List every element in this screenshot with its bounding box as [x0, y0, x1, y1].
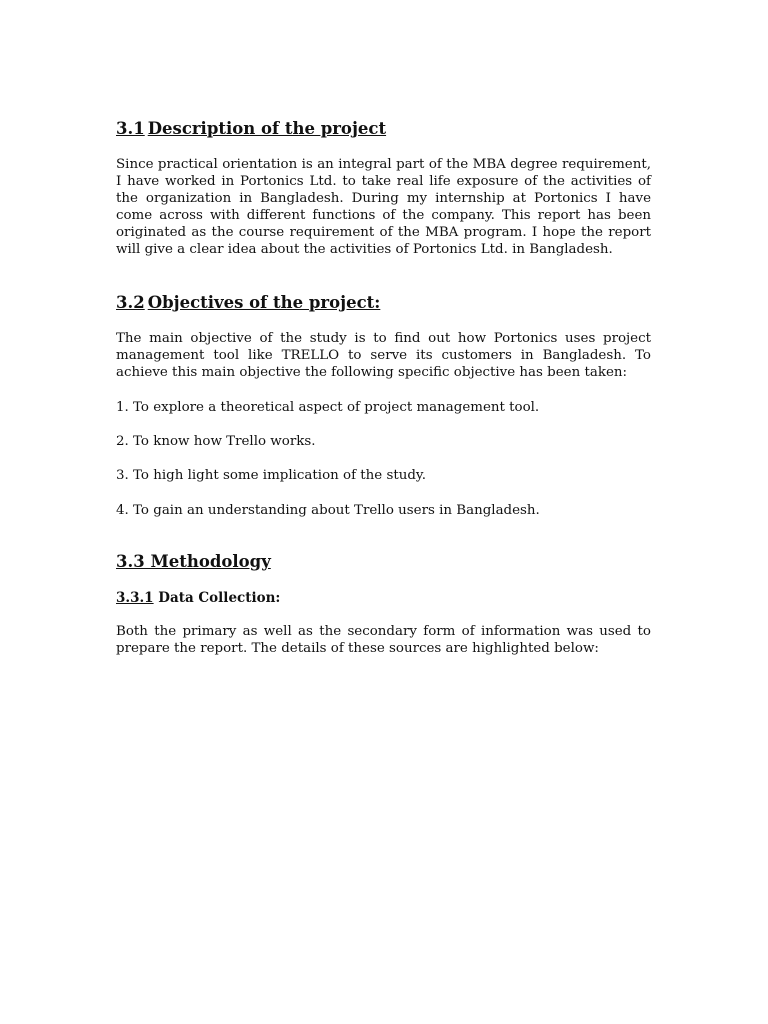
section-heading-3-3: 3.3 Methodology: [116, 552, 271, 571]
subsection-title: Data Collection:: [158, 590, 281, 606]
description-paragraph: Since practical orientation is an integral part of the MBA degree requirement, I have worked in Portonics Ltd. to take real life exposure of the activities of the organization in Bangladesh. During my internship at Portonics I have come across with different functions of the company. This report has been originated as the course requirement of the MBA program. I hope the report will give a clear idea about the activities of Portonics Ltd. in Bangladesh.: [116, 157, 651, 258]
objectives-paragraph: The main objective of the study is to find out how Portonics uses project management tool like TRELLO to serve its customers in Bangladesh. To achieve this main objective the following specific objective has been taken:: [116, 331, 651, 381]
objective-item: 2. To know how Trello works.: [116, 434, 316, 449]
objective-item: 1. To explore a theoretical aspect of project management tool.: [116, 400, 540, 415]
objective-item: 4. To gain an understanding about Trello users in Bangladesh.: [116, 503, 540, 518]
objective-item: 3. To high light some implication of the study.: [116, 468, 426, 483]
section-heading-3-2: [116, 293, 380, 312]
subsection-number: 3.3.1: [116, 590, 154, 606]
data-collection-paragraph: Both the primary as well as the secondary form of information was used to prepare the report. The details of these sources are highlighted below:: [116, 624, 651, 657]
section-number: 3.1: [116, 119, 145, 138]
subsection-heading-3-3-1: [116, 590, 280, 606]
section-title: Description of the project: [147, 119, 387, 138]
section-number: 3.2: [116, 293, 145, 312]
section-heading-3-1: [116, 119, 386, 138]
section-title: Objectives of the project:: [147, 293, 381, 312]
